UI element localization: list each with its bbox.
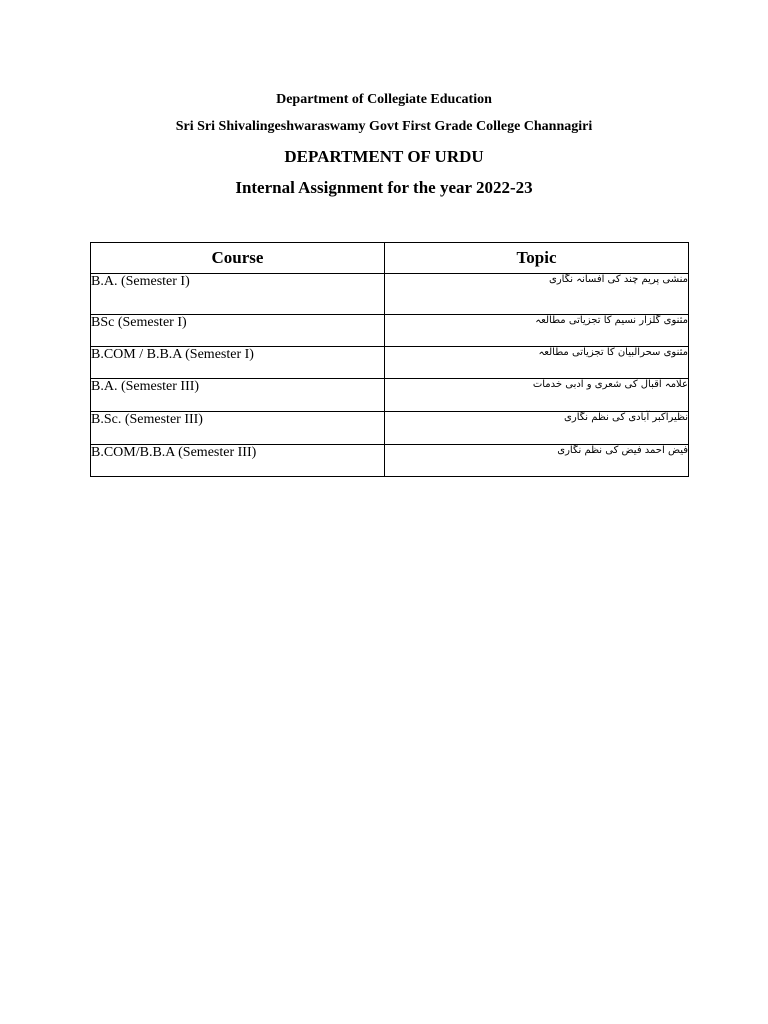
course-cell: B.COM/B.B.A (Semester III) — [91, 445, 385, 477]
table-row — [91, 347, 689, 379]
department-heading: Department of Collegiate Education — [276, 92, 492, 107]
topic-cell: مثنوی گلزار نسیم کا تجزیاتی مطالعہ — [385, 315, 689, 347]
course-cell: B.A. (Semester I) — [91, 274, 385, 315]
table-row — [91, 412, 689, 445]
course-cell: B.A. (Semester III) — [91, 379, 385, 412]
topic-cell: منشی پریم چند کی افسانہ نگاری — [385, 274, 689, 315]
course-cell: B.COM / B.B.A (Semester I) — [91, 347, 385, 379]
table-row — [91, 274, 689, 315]
topic-column-header: Topic — [385, 243, 689, 274]
urdu-department-title: DEPARTMENT OF URDU — [284, 147, 484, 166]
assignment-title: Internal Assignment for the year 2022-23 — [235, 178, 533, 197]
topic-cell: نظیراکبر آبادی کی نظم نگاری — [385, 412, 689, 445]
topic-cell: علامہ اقبال کی شعری و ادبی خدمات — [385, 379, 689, 412]
assignment-table — [90, 242, 689, 477]
topic-cell: مثنوی سحرالبیان کا تجزیاتی مطالعہ — [385, 347, 689, 379]
table-row — [91, 445, 689, 477]
course-cell: BSc (Semester I) — [91, 315, 385, 347]
college-name: Sri Sri Shivalingeshwaraswamy Govt First Grade College Channagiri — [175, 119, 593, 134]
course-column-header: Course — [91, 243, 385, 274]
table-row — [91, 315, 689, 347]
course-cell: B.Sc. (Semester III) — [91, 412, 385, 445]
table-header-row — [91, 243, 689, 274]
topic-cell: فیض احمد فیض کی نظم نگاری — [385, 445, 689, 477]
table-row — [91, 379, 689, 412]
